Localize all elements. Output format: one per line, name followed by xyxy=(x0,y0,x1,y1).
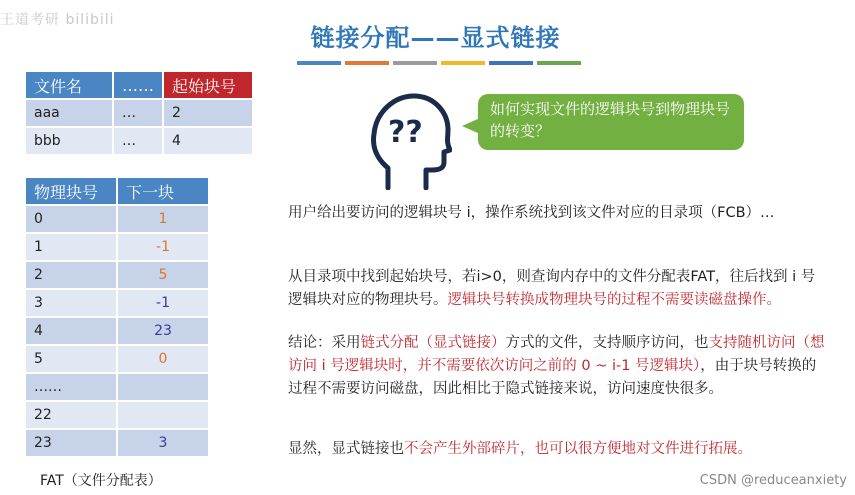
cell: …… xyxy=(25,373,117,401)
cell: … xyxy=(113,127,163,155)
cell: 0 xyxy=(117,345,209,373)
watermark: 王道考研 bilibili xyxy=(0,12,115,28)
header-next-block: 下一块 xyxy=(117,177,209,205)
cell: -1 xyxy=(117,233,209,261)
p3-b: 链式分配（显式链接） xyxy=(360,335,506,351)
p3-c: 方式的文件，支持顺序访问，也 xyxy=(505,335,709,351)
title-stripe xyxy=(297,61,341,65)
title-stripe xyxy=(393,61,437,65)
paragraph-1: 用户给出要访问的逻辑块号 i，操作系统找到该文件对应的目录项（FCB）… xyxy=(288,205,775,221)
cell: 23 xyxy=(117,317,209,345)
svg-text:??: ?? xyxy=(388,115,423,150)
cell: 2 xyxy=(25,261,117,289)
table-row xyxy=(25,429,209,457)
cell xyxy=(117,401,209,429)
cell: 22 xyxy=(25,401,117,429)
csdn-watermark: CSDN @reduceanxiety xyxy=(699,473,847,488)
cell: 1 xyxy=(25,233,117,261)
title-stripe xyxy=(489,61,533,65)
cell: bbb xyxy=(25,127,113,155)
cell: 4 xyxy=(163,127,253,155)
table-row xyxy=(25,127,253,155)
thinking-head-icon xyxy=(368,90,452,190)
paragraph-2 xyxy=(288,266,828,312)
title-stripe xyxy=(537,61,581,65)
table-row xyxy=(25,289,209,317)
cell: -1 xyxy=(117,289,209,317)
title-stripe xyxy=(345,61,389,65)
header-ellipsis: …… xyxy=(113,71,163,99)
p2-text: 从目录项中找到起始块号，若i>0，则查询内存中的文件分配表FAT，往后找到 i 号逻辑块对应的物理块号。 xyxy=(288,269,816,308)
table-row xyxy=(25,233,209,261)
cell: … xyxy=(113,99,163,127)
table-row xyxy=(25,373,209,401)
fat-header-row xyxy=(25,177,209,205)
cell: 5 xyxy=(117,261,209,289)
table-row xyxy=(25,261,209,289)
p4-a: 显然，显式链接也 xyxy=(288,441,404,457)
p4-b: 不会产生外部碎片，也可以很方便地对文件进行拓展。 xyxy=(404,441,752,457)
cell: 2 xyxy=(163,99,253,127)
title-underline-stripes xyxy=(297,61,581,65)
title-stripe xyxy=(441,61,485,65)
paragraph-4 xyxy=(288,438,828,461)
cell: 0 xyxy=(25,205,117,233)
p2-highlight: 逻辑块号转换成物理块号的过程不需要读磁盘操作。 xyxy=(447,292,781,308)
cell xyxy=(117,373,209,401)
cell: 4 xyxy=(25,317,117,345)
header-start-block: 起始块号 xyxy=(163,71,253,99)
table-row xyxy=(25,99,253,127)
p3-e: ，由于块号转换的过程不需要访问磁盘，因此相比于隐式链接来说，访问速度快很多。 xyxy=(288,358,817,397)
fat-caption: FAT（文件分配表） xyxy=(40,473,162,489)
p3-d: 支持随机访问（想访问 i 号逻辑块时，并不需要依次访问之前的 0 ~ i-1 号逻辑块） xyxy=(288,335,825,374)
fat-table xyxy=(24,176,210,458)
p3-a: 结论：采用 xyxy=(288,335,361,351)
cell: 3 xyxy=(25,289,117,317)
paragraph-3 xyxy=(288,332,828,401)
header-file-name: 文件名 xyxy=(25,71,113,99)
cell: 1 xyxy=(117,205,209,233)
directory-table xyxy=(24,70,254,156)
header-physical-block: 物理块号 xyxy=(25,177,117,205)
table-row xyxy=(25,205,209,233)
directory-header-row xyxy=(25,71,253,99)
cell: aaa xyxy=(25,99,113,127)
table-row xyxy=(25,345,209,373)
table-row xyxy=(25,317,209,345)
question-bubble: 如何实现文件的逻辑块号到物理块号的转变？ xyxy=(478,94,744,150)
cell: 23 xyxy=(25,429,117,457)
page-title: 链接分配——显式链接 xyxy=(310,24,561,52)
cell: 5 xyxy=(25,345,117,373)
table-row xyxy=(25,401,209,429)
cell: 3 xyxy=(117,429,209,457)
